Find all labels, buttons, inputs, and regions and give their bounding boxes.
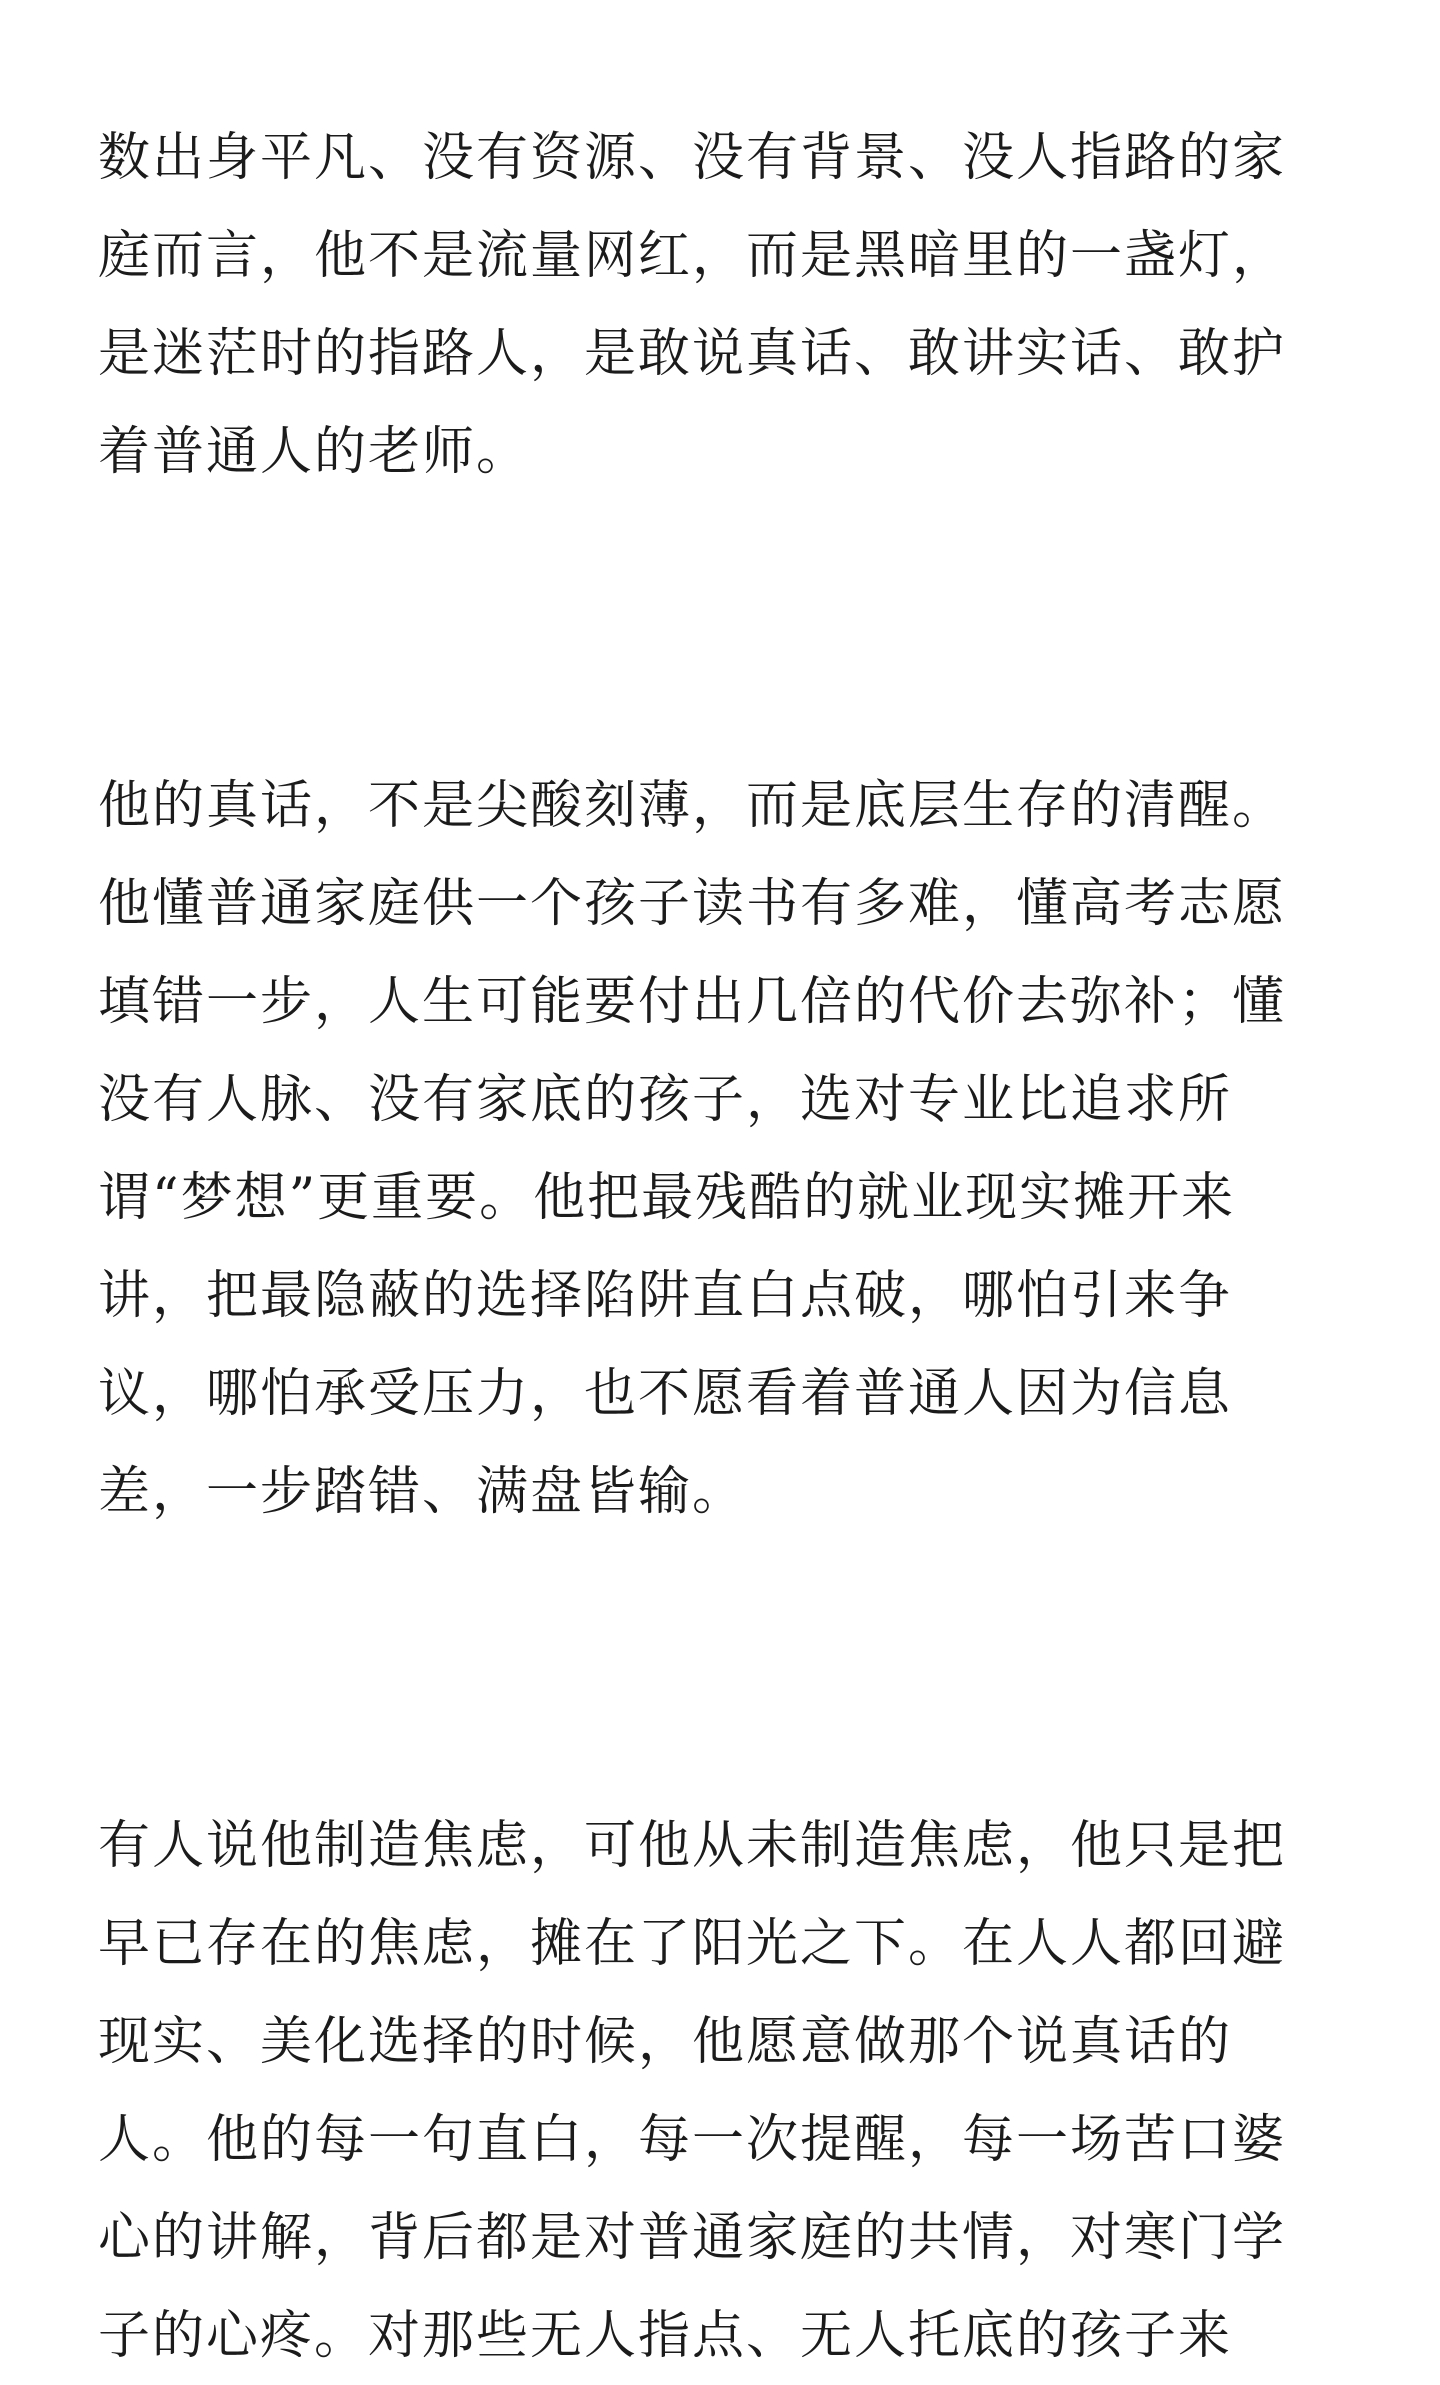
- text-line: 心的讲解，背后都是对普通家庭的共情，对寒门学: [98, 2208, 1287, 2268]
- text-line: 谓“梦想”更重要。他把最残酷的就业现实摊开来: [98, 1168, 1236, 1228]
- text-line: 差，一步踏错、满盘皆输。: [98, 1462, 747, 1522]
- text-line: 议，哪怕承受压力，也不愿看着普通人因为信息: [98, 1364, 1233, 1424]
- paragraph-1: [98, 109, 1348, 501]
- paragraph-spacer: [98, 501, 1348, 757]
- text-line: 讲，把最隐蔽的选择陷阱直白点破，哪怕引来争: [98, 1266, 1233, 1326]
- text-line: 填错一步，人生可能要付出几倍的代价去弥补；懂: [98, 972, 1287, 1032]
- text-line: 他懂普通家庭供一个孩子读书有多难，懂高考志愿: [98, 874, 1287, 934]
- text-line: 数出身平凡、没有资源、没有背景、没人指路的家: [98, 128, 1287, 188]
- text-line: 着普通人的老师。: [98, 422, 531, 482]
- text-line: 早已存在的焦虑，摊在了阳光之下。在人人都回避: [98, 1914, 1287, 1974]
- text-line: 有人说他制造焦虑，可他从未制造焦虑，他只是把: [98, 1816, 1287, 1876]
- text-line: 是迷茫时的指路人，是敢说真话、敢讲实话、敢护: [98, 324, 1287, 384]
- article-body: [98, 109, 1348, 2385]
- text-line: 子的心疼。对那些无人指点、无人托底的孩子来: [98, 2306, 1233, 2366]
- paragraph-3: [98, 1797, 1348, 2385]
- paragraph-spacer: [98, 1541, 1348, 1797]
- text-line: 他的真话，不是尖酸刻薄，而是底层生存的清醒。: [98, 776, 1287, 836]
- text-line: 庭而言，他不是流量网红，而是黑暗里的一盏灯，: [98, 226, 1287, 286]
- text-line: 没有人脉、没有家底的孩子，选对专业比追求所: [98, 1070, 1233, 1130]
- paragraph-2: [98, 757, 1348, 1541]
- text-line: 现实、美化选择的时候，他愿意做那个说真话的: [98, 2012, 1233, 2072]
- text-line: 人。他的每一句直白，每一次提醒，每一场苦口婆: [98, 2110, 1287, 2170]
